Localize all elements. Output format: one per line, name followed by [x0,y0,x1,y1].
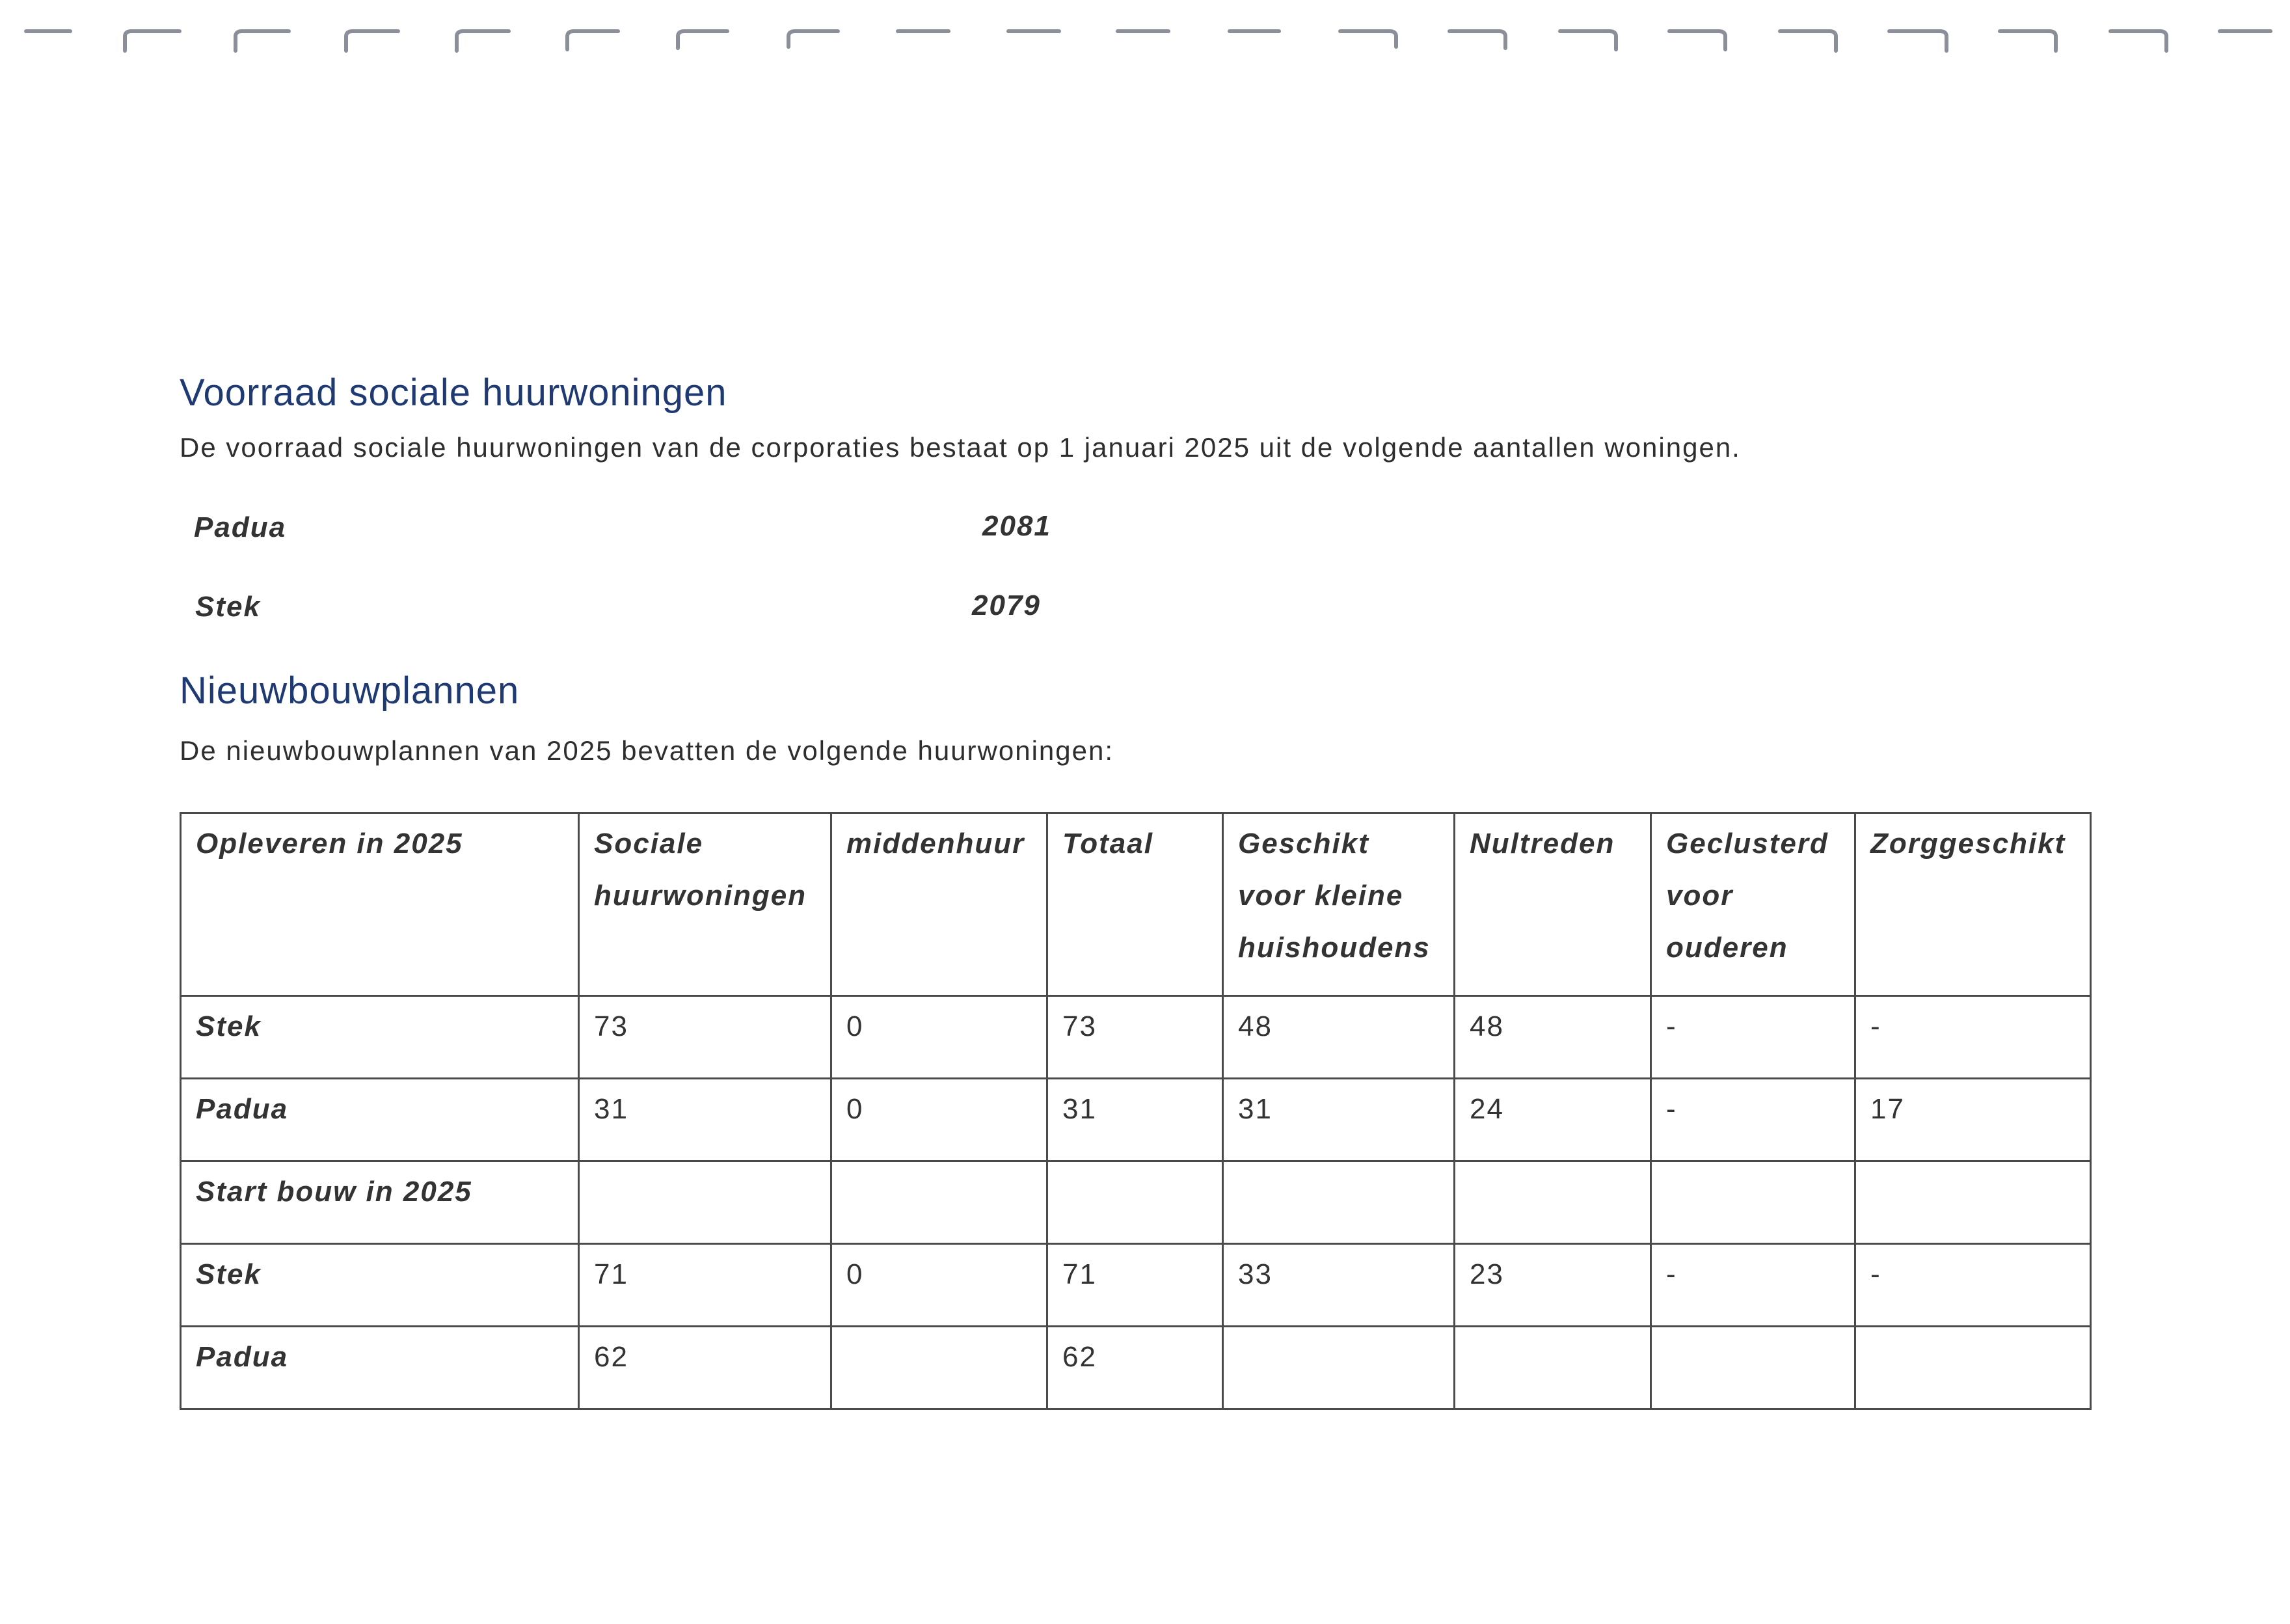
table-row [181,1079,2091,1161]
binding-holes-strip [0,0,2290,78]
table-cell [1455,1327,1651,1409]
table-header-row [181,813,2091,996]
table-cell: - [1855,1244,2091,1327]
header-opleveren: Opleveren in 2025 [181,813,579,996]
table-cell: 31 [1223,1079,1455,1161]
table-row [181,1327,2091,1409]
header-zorggeschikt: Zorggeschikt [1855,813,2091,996]
stock-item-padua-value: 2081 [982,510,1051,542]
table-cell: - [1651,1079,1855,1161]
table-cell [1651,1161,1855,1244]
table-cell [1855,1327,2091,1409]
table-cell: 71 [1047,1244,1223,1327]
table-cell: - [1651,996,1855,1079]
table-cell [1651,1327,1855,1409]
table-cell [579,1161,831,1244]
table-cell: - [1855,996,2091,1079]
table-cell: 31 [1047,1079,1223,1161]
table-cell [831,1161,1047,1244]
header-nultreden: Nultreden [1455,813,1651,996]
table-cell: 23 [1455,1244,1651,1327]
table-cell: 48 [1455,996,1651,1079]
table-cell: 0 [831,996,1047,1079]
header-middenhuur: middenhuur [831,813,1047,996]
stock-item-padua-label: Padua [194,511,287,543]
header-totaal: Totaal [1047,813,1223,996]
row-label: Padua [181,1327,579,1409]
table-cell: 33 [1223,1244,1455,1327]
row-label: Stek [181,1244,579,1327]
table-cell: 48 [1223,996,1455,1079]
header-geclusterd-ouderen: Geclusterd voor ouderen [1651,813,1855,996]
row-label: Padua [181,1079,579,1161]
table-cell: 0 [831,1244,1047,1327]
table-cell [1855,1161,2091,1244]
plans-section-title: Nieuwbouwplannen [180,670,520,712]
table-cell: 17 [1855,1079,2091,1161]
table-cell: - [1651,1244,1855,1327]
table-cell: 24 [1455,1079,1651,1161]
new-construction-table [180,812,2092,1410]
row-label: Stek [181,996,579,1079]
table-cell: 0 [831,1079,1047,1161]
row-label: Start bouw in 2025 [181,1161,579,1244]
table-row [181,1244,2091,1327]
table-cell: 73 [1047,996,1223,1079]
table-cell [831,1327,1047,1409]
table-cell [1047,1161,1223,1244]
table-row [181,996,2091,1079]
plans-intro-text: De nieuwbouwplannen van 2025 bevatten de volgende huurwoningen: [180,735,1114,766]
table-cell: 71 [579,1244,831,1327]
table-cell: 73 [579,996,831,1079]
table-cell: 62 [1047,1327,1223,1409]
table-cell [1223,1161,1455,1244]
header-sociale-huurwoningen: Sociale huurwoningen [579,813,831,996]
stock-item-stek-value: 2079 [972,589,1041,621]
stock-intro-text: De voorraad sociale huurwoningen van de corporaties bestaat op 1 januari 2025 uit de volgende aantallen woningen. [180,432,1741,463]
stock-section-title: Voorraad sociale huurwoningen [180,372,727,414]
table-row [181,1161,2091,1244]
table-cell: 31 [579,1079,831,1161]
table-cell [1223,1327,1455,1409]
table-cell [1455,1161,1651,1244]
stock-item-stek-label: Stek [195,591,261,623]
table-cell: 62 [579,1327,831,1409]
header-geschikt-kleine-huishoudens: Geschikt voor kleine huishoudens [1223,813,1455,996]
